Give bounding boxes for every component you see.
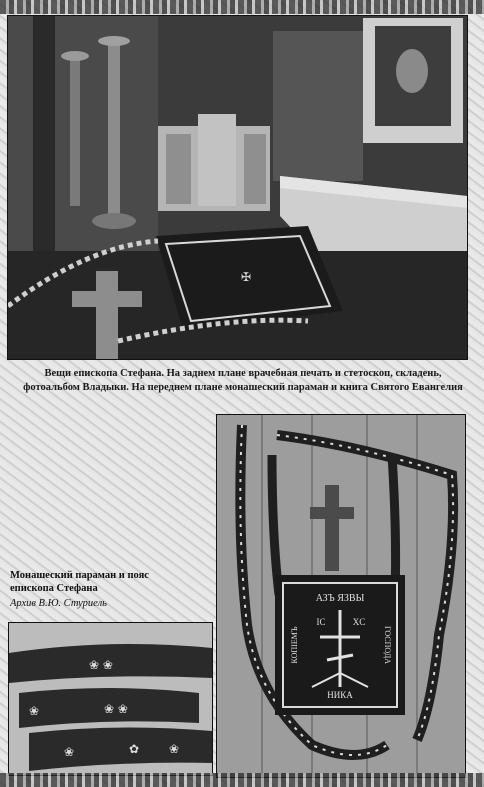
torn-edge-top: [0, 0, 484, 14]
svg-text:❀: ❀: [169, 742, 180, 756]
main-caption-line-2: фотоальбом Владыки. На переднем плане монашеский параман и книга Святого Евангелия: [23, 382, 463, 393]
svg-text:✿: ✿: [129, 742, 140, 756]
paraman-text-xc: XC: [352, 617, 366, 627]
paraman-text-top: АЗЪ ЯЗВЫ: [315, 593, 365, 604]
paraman-text-left: КОПІЕМЪ: [290, 626, 299, 664]
paraman-text-ic: IC: [316, 617, 326, 627]
photo-paraman: [216, 414, 466, 778]
photo-belt-drawing: [9, 623, 212, 775]
svg-text:❀: ❀: [29, 704, 40, 718]
side-caption: [10, 569, 210, 610]
paraman-text-bottom: НИКА: [327, 690, 353, 700]
photo-paraman-drawing: [217, 415, 465, 777]
svg-text:❀: ❀: [64, 745, 75, 759]
main-caption: [20, 367, 466, 395]
photo-bishop-items-drawing: [8, 16, 467, 359]
photo-belt: [8, 622, 213, 776]
archive-credit: Архив В.Ю. Стуриель: [10, 598, 107, 609]
svg-text:❀ ❀: ❀ ❀: [89, 658, 113, 672]
svg-text:✠: ✠: [240, 270, 252, 284]
paraman-text-right: ГОСПОДА: [383, 625, 392, 665]
svg-text:❀ ❀: ❀ ❀: [104, 702, 128, 716]
main-caption-line-1: Вещи епископа Стефана. На заднем плане врачебная печать и стетоскоп, складень,: [44, 368, 442, 379]
side-caption-title-line-2: епископа Стефана: [10, 583, 98, 594]
torn-edge-bottom: [0, 773, 484, 787]
side-caption-title-line-1: Монашеский параман и пояс: [10, 570, 149, 581]
photo-bishop-items: [7, 15, 468, 360]
